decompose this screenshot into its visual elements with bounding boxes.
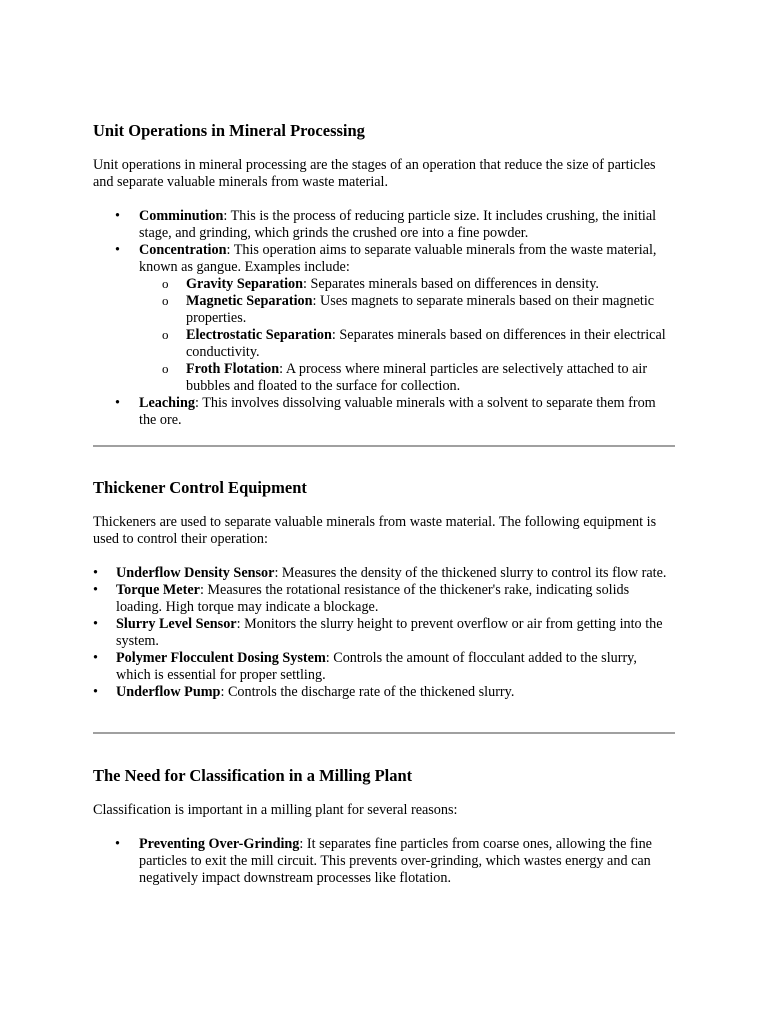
thickener-equipment-list	[93, 565, 675, 701]
term-froth-flotation: Froth Flotation	[186, 361, 280, 377]
list-item-comminution	[93, 208, 675, 242]
bullet-icon: •	[115, 242, 120, 258]
section-intro-thickener: Thickeners are used to separate valuable minerals from waste material. The following equipment is used to control their operation:	[93, 514, 657, 547]
desc-comminution: : This is the process of reducing particle size. It includes crushing, the initial stage, and grinding, which grinds the crushed ore into a fine powder.	[139, 208, 657, 241]
desc-underflow-pump: : Controls the discharge rate of the thickened slurry.	[220, 684, 515, 700]
sublist-item-electrostatic	[93, 327, 675, 361]
bullet-icon: •	[115, 208, 120, 224]
term-concentration: Concentration	[139, 242, 227, 258]
term-gravity-separation: Gravity Separation	[186, 276, 304, 292]
list-item-torque-meter	[93, 582, 675, 616]
desc-froth-flotation: : A process where mineral particles are selectively attached to air bubbles and floated to the surface for collection.	[186, 361, 648, 394]
term-torque-meter: Torque Meter	[116, 582, 200, 598]
list-item-underflow-pump	[93, 684, 675, 701]
term-underflow-density-sensor: Underflow Density Sensor	[116, 565, 275, 581]
term-preventing-over-grinding: Preventing Over-Grinding	[139, 836, 300, 852]
sublist-item-gravity	[93, 276, 675, 293]
bullet-icon: •	[93, 616, 98, 632]
list-item-underflow-density-sensor	[93, 565, 675, 582]
list-item-slurry-level-sensor	[93, 616, 675, 650]
list-item-preventing-over-grinding	[93, 836, 675, 887]
desc-magnetic-separation: : Uses magnets to separate minerals based on their magnetic properties.	[186, 293, 655, 326]
section-title-thickener: Thickener Control Equipment	[93, 478, 307, 497]
section-intro-unit-operations: Unit operations in mineral processing are the stages of an operation that reduce the size of particles and separate valuable minerals from waste material.	[93, 157, 656, 190]
term-magnetic-separation: Magnetic Separation	[186, 293, 313, 309]
desc-concentration: : This operation aims to separate valuable minerals from the waste material, known as gangue. Examples include:	[139, 242, 657, 275]
term-polymer-flocculent-dosing: Polymer Flocculent Dosing System	[116, 650, 326, 666]
desc-slurry-level-sensor: : Monitors the slurry height to prevent overflow or air from getting into the system.	[116, 616, 663, 649]
list-item-concentration	[93, 242, 675, 395]
bullet-icon: •	[115, 836, 120, 852]
term-comminution: Comminution	[139, 208, 224, 224]
desc-electrostatic-separation: : Separates minerals based on differences in their electrical conductivity.	[186, 327, 666, 360]
sub-bullet-icon: o	[162, 361, 169, 376]
unit-operations-list	[93, 208, 675, 429]
term-electrostatic-separation: Electrostatic Separation	[186, 327, 332, 343]
section-divider	[93, 445, 675, 447]
concentration-sublist	[93, 276, 675, 395]
bullet-icon: •	[93, 684, 98, 700]
term-slurry-level-sensor: Slurry Level Sensor	[116, 616, 237, 632]
sub-bullet-icon: o	[162, 293, 169, 308]
term-underflow-pump: Underflow Pump	[116, 684, 221, 700]
sublist-item-magnetic	[93, 293, 675, 327]
bullet-icon: •	[93, 582, 98, 598]
bullet-icon: •	[93, 650, 98, 666]
bullet-icon: •	[115, 395, 120, 411]
desc-torque-meter: : Measures the rotational resistance of the thickener's rake, indicating solids loading. High torque may indicate a blockage.	[116, 582, 630, 615]
section-divider	[93, 732, 675, 734]
classification-reasons-list	[93, 836, 675, 887]
section-title-classification: The Need for Classification in a Milling Plant	[93, 766, 413, 785]
list-item-leaching	[93, 395, 675, 429]
section-title-unit-operations: Unit Operations in Mineral Processing	[93, 121, 365, 140]
sub-bullet-icon: o	[162, 276, 169, 291]
section-intro-classification: Classification is important in a milling plant for several reasons:	[93, 802, 458, 818]
desc-leaching: : This involves dissolving valuable minerals with a solvent to separate them from the ore.	[139, 395, 656, 428]
sublist-item-froth-flotation	[93, 361, 675, 395]
bullet-icon: •	[93, 565, 98, 581]
desc-gravity-separation: : Separates minerals based on differences in density.	[303, 276, 599, 292]
sub-bullet-icon: o	[162, 327, 169, 342]
term-leaching: Leaching	[139, 395, 195, 411]
desc-underflow-density-sensor: : Measures the density of the thickened slurry to control its flow rate.	[274, 565, 667, 581]
list-item-polymer-flocculent-dosing	[93, 650, 675, 684]
desc-preventing-over-grinding: : It separates fine particles from coarse ones, allowing the fine particles to exit the mill circuit. This prevents over-grinding, which wastes energy and can negatively impact downstream processes like flotation.	[139, 836, 652, 886]
desc-polymer-flocculent-dosing: : Controls the amount of flocculant added to the slurry, which is essential for proper settling.	[116, 650, 637, 683]
